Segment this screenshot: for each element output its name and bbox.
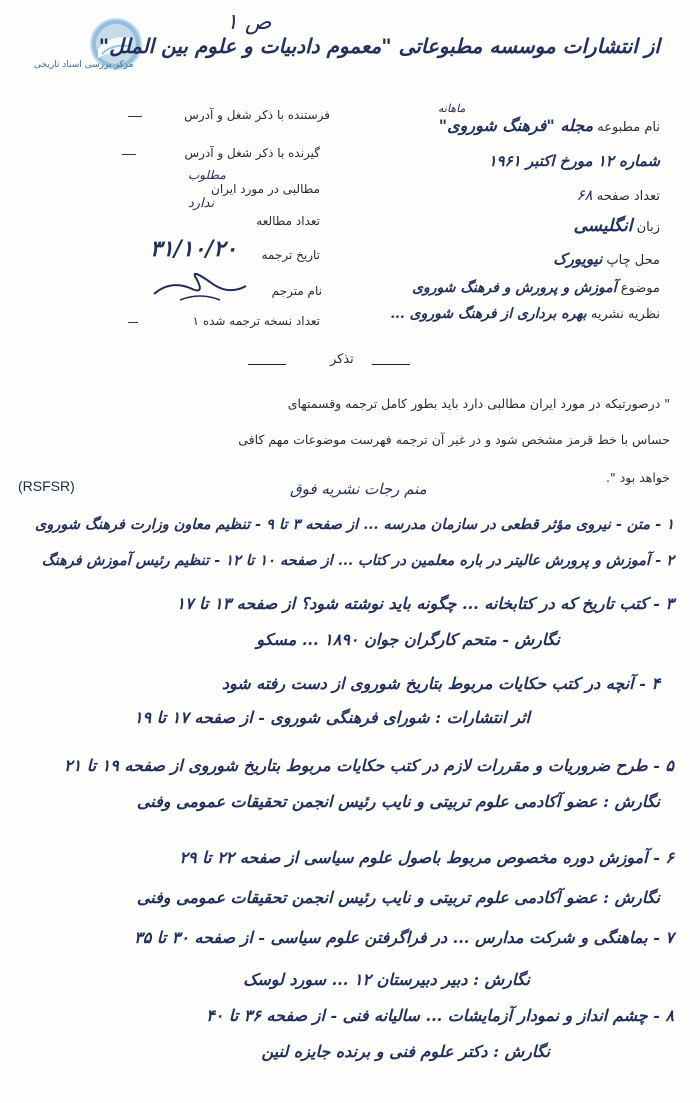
field-opinion xyxy=(290,306,660,322)
field-translation-date: ۳۱/۱۰/۲۰ xyxy=(150,236,237,262)
field-pages xyxy=(360,186,660,204)
contents-item-7: ۷ - بماهنگی و شرکت مدارس ... در فراگرفتن علوم سیاسی - از صفحه ۳۰ تا ۳۵ xyxy=(134,928,674,947)
field-label: موضوع xyxy=(620,281,660,296)
contents-item-4-publisher: اثر انتشارات : شورای فرهنگی شوروی - از صفحه ۱۷ تا ۱۹ xyxy=(133,708,530,727)
field-label: محل چاپ xyxy=(606,253,660,268)
contents-item-2: ۲ - آموزش و پرورش عالیتر در باره معلمین در کتاب ... از صفحه ۱۰ تا ۱۲ - تنظیم رئیس آموزش فرهنگ xyxy=(41,552,674,569)
notice-line-1: " درصورتیکه در مورد ایران مطالبی دارد باید بطور کامل ترجمه وقسمتهای xyxy=(287,396,670,411)
field-note-mazboot: مطلوب xyxy=(188,168,226,182)
field-label: زبان xyxy=(636,220,660,235)
field-receiver xyxy=(110,146,320,160)
field-value: ۱ xyxy=(192,314,199,328)
notice-title: تذکر xyxy=(330,352,354,367)
field-value: مجله "فرهنگ شوروی" xyxy=(438,116,594,135)
notice-line-3: خواهد بود ". xyxy=(606,470,670,485)
archive-logo-text: مرکز بررسی اسناد تاریخی xyxy=(34,60,134,70)
notice-rule-left xyxy=(372,364,410,365)
contents-item-8: ۸ - چشم انداز و نمودار آزمایشات ... سالیانه فنی - از صفحه ۳۶ تا ۴۰ xyxy=(206,1006,674,1025)
field-value: انگلیسی xyxy=(573,216,633,236)
field-value: ۶۸ xyxy=(576,186,593,204)
contents-item-6: ۶ - آموزش دوره مخصوص مربوط باصول علوم سیاسی از صفحه ۲۲ تا ۲۹ xyxy=(179,848,674,867)
field-subject xyxy=(330,280,660,296)
field-translation-date-label: تاریخ ترجمه xyxy=(261,248,320,262)
translator-signature xyxy=(150,270,250,306)
contents-item-6-author: نگارش : عضو آکادمی علوم تربیتی و نایب رئیس انجمن تحقیقات عمومی وفنی xyxy=(136,888,660,907)
field-label: تعداد صفحه xyxy=(596,189,660,204)
dash xyxy=(122,154,136,155)
field-label: تعداد مطالعه xyxy=(256,214,320,228)
field-translator-label: نام مترجم xyxy=(271,284,322,298)
field-issue xyxy=(360,152,660,170)
contents-item-8-author: نگارش : دکتر علوم فنی و برنده جایزه لنین xyxy=(261,1042,550,1061)
field-value: نیویورک xyxy=(553,250,603,268)
contents-item-3-author: نگارش - متحم کارگران جوان ۱۸۹۰ ... مسکو xyxy=(256,630,560,649)
contents-item-5-author: نگارش : عضو آکادمی علوم تربیتی و نایب رئیس انجمن تحقیقات عمومی وفنی xyxy=(136,792,660,811)
field-sender xyxy=(120,108,330,122)
field-label: مطالبی در مورد ایران xyxy=(211,182,320,196)
dash xyxy=(128,116,142,117)
field-label: گیرنده با ذکر شغل و آدرس xyxy=(184,146,320,160)
field-study-count xyxy=(160,214,320,228)
contents-item-1: ۱ - متن - نیروی مؤثر قطعی در سازمان مدرسه ... از صفحه ۳ تا ۹ - تنظیم معاون وزارت فرهنگ شوروی xyxy=(35,516,674,533)
notice-line-2: حساس با خط قرمز مشخص شود و در غیر آن ترجمه فهرست موضوعات مهم کافی xyxy=(238,432,670,447)
field-print-place xyxy=(360,250,660,268)
field-value: بهره برداری از فرهنگ شوروی ... xyxy=(390,306,587,322)
field-value: آموزش و پرورش و فرهنگ شوروی xyxy=(412,280,617,296)
contents-tag: (RSFSR) xyxy=(18,478,75,494)
page-mark: ۱ ص xyxy=(226,10,272,35)
publisher-header: از انتشارات موسسه مطبوعاتی "معموم دادبیات و علوم بین الملل" xyxy=(98,34,660,58)
contents-item-5: ۵ - طرح ضروریات و مقررات لازم در کتب حکایات مربوط بتاریخ شوروی از صفحه ۱۹ تا ۲۱ xyxy=(64,756,674,775)
field-label: فرستنده با ذکر شغل و آدرس xyxy=(184,108,330,122)
field-publication xyxy=(360,116,660,135)
field-iran-mentions xyxy=(120,182,320,196)
dash xyxy=(128,322,138,323)
field-language xyxy=(360,216,660,236)
field-label: تعداد نسخه ترجمه شده xyxy=(202,314,320,328)
field-value: شماره ۱۲ مورخ اکتبر ۱۹۶۱ xyxy=(488,152,660,170)
contents-item-3: ۳ - کتب تاریخ که در کتابخانه ... چگونه باید نوشته شود؟ از صفحه ۱۳ تا ۱۷ xyxy=(176,594,674,613)
field-note-monthly: ماهانه xyxy=(438,102,466,115)
field-label: نام مطبوعه xyxy=(597,120,660,135)
field-label: نظریه نشریه xyxy=(590,307,660,322)
notice-rule-right xyxy=(248,364,286,365)
contents-title: منم رجات نشریه فوق xyxy=(290,480,427,498)
contents-item-4: ۴ - آنچه در کتب حکایات مربوط بتاریخ شوروی از دست رفته شود xyxy=(221,674,660,693)
field-iran-value: ندارد xyxy=(188,196,215,211)
contents-item-7-author: نگارش : دبیر دبیرستان ۱۲ ... سورد لوسک xyxy=(243,970,530,989)
